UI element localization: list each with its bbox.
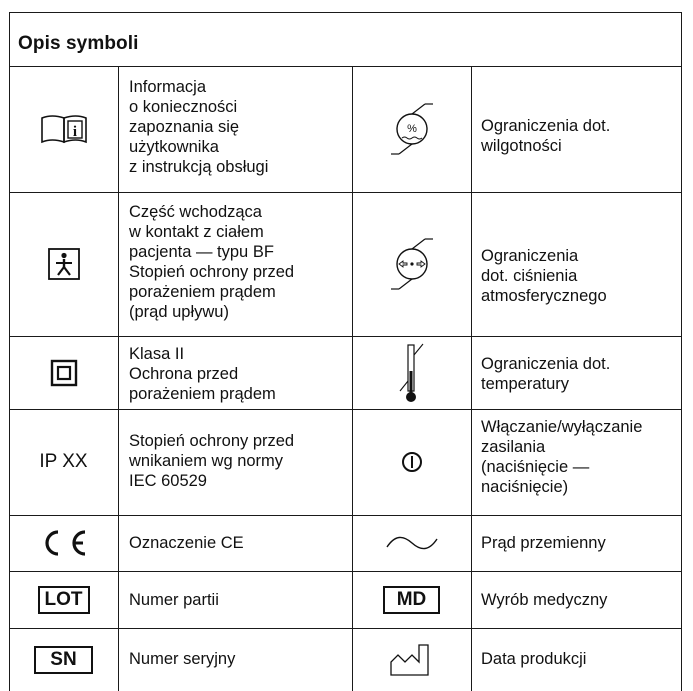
lot-label: LOT xyxy=(44,588,83,610)
lot-box xyxy=(38,586,90,614)
ce-mark-icon xyxy=(9,515,118,571)
symbol-description: Prąd przemienny xyxy=(481,534,606,552)
table-border-right xyxy=(681,12,682,691)
lot-box-icon xyxy=(9,571,118,628)
sn-box xyxy=(34,646,92,674)
ip-xx-text xyxy=(9,409,118,515)
user-manual-info-icon xyxy=(9,66,118,192)
date-of-manufacture-icon xyxy=(352,628,471,691)
table-border-top xyxy=(9,12,681,13)
table-title: Opis symboli xyxy=(18,33,139,54)
atmospheric-pressure-limitation-icon xyxy=(352,192,471,336)
sn-label: SN xyxy=(50,648,77,670)
column-divider xyxy=(471,66,472,691)
symbol-description: Oznaczenie CE xyxy=(129,534,244,552)
symbol-description: Ograniczenia dot. ciśnienia atmosferycznego xyxy=(481,247,607,305)
symbol-description: Część wchodząca w kontakt z ciałem pacjenta — typu BF Stopień ochrony przed porażeniem prądem (prąd upływu) xyxy=(129,203,295,321)
serial-number-sn-icon xyxy=(9,628,118,691)
class-ii-double-square-icon xyxy=(9,336,118,409)
power-on-off-icon xyxy=(352,409,471,515)
symbol-description: Klasa II Ochrona przed porażeniem prądem xyxy=(129,345,276,403)
symbol-description: Numer seryjny xyxy=(129,650,236,668)
symbol-description: Informacja o konieczności zapoznania się użytkownika z instrukcją obsługi xyxy=(129,78,269,176)
medical-device-md-icon xyxy=(352,571,471,628)
alternating-current-icon xyxy=(352,515,471,571)
column-divider xyxy=(118,66,119,691)
ip-xx-label: IP XX xyxy=(39,451,88,472)
symbol-description: Stopień ochrony przed wnikaniem wg normy IEC 60529 xyxy=(129,432,295,490)
symbol-description: Numer partii xyxy=(129,591,219,609)
symbol-description: Data produkcji xyxy=(481,650,587,668)
md-box xyxy=(383,586,441,614)
symbol-description: Włączanie/wyłączanie zasilania (naciśnięcie — naciśnięcie) xyxy=(481,418,643,496)
symbol-description: Ograniczenia dot. temperatury xyxy=(481,355,611,393)
type-bf-applied-part-icon xyxy=(9,192,118,336)
svg-text:%: % xyxy=(406,123,417,135)
symbol-description: Ograniczenia dot. wilgotności xyxy=(481,117,611,155)
symbol-description: Wyrób medyczny xyxy=(481,591,608,609)
humidity-limitation-icon xyxy=(352,66,471,192)
temperature-limitation-icon xyxy=(352,336,471,409)
md-label: MD xyxy=(396,588,427,610)
svg-text:i: i xyxy=(72,124,77,140)
